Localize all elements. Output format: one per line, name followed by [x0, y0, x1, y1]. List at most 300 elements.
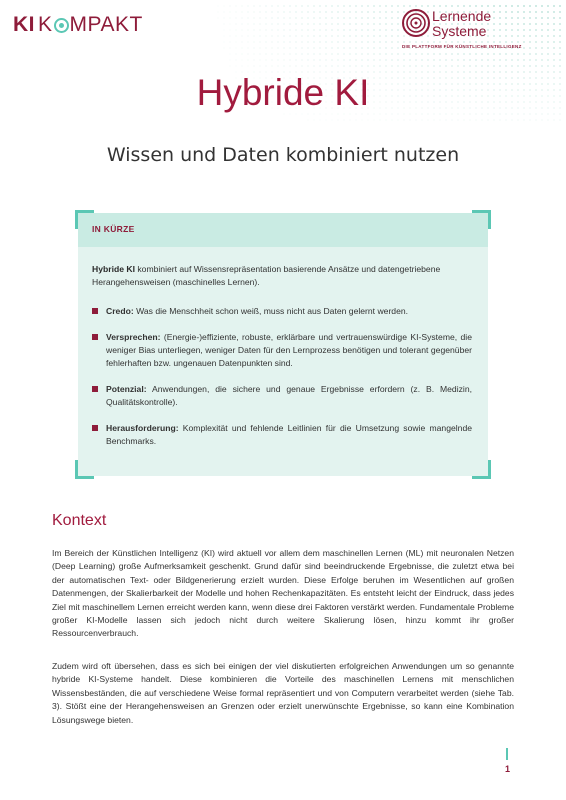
pattern-dot [229, 41, 231, 43]
pattern-dot [325, 53, 327, 55]
pattern-dot [217, 5, 219, 7]
pattern-dot [379, 53, 381, 55]
pattern-dot [301, 59, 303, 61]
pattern-dot [523, 59, 525, 61]
pattern-dot [313, 59, 315, 61]
pattern-dot [235, 5, 237, 7]
pattern-dot [529, 119, 531, 121]
pattern-dot [559, 65, 561, 67]
pattern-dot [301, 11, 303, 13]
pattern-dot [301, 5, 303, 7]
pattern-dot [415, 119, 417, 121]
pattern-dot [313, 23, 315, 25]
pattern-dot [283, 11, 285, 13]
pattern-dot [337, 17, 339, 19]
pattern-dot [385, 35, 387, 37]
pattern-dot [301, 47, 303, 49]
pattern-dot [313, 29, 315, 31]
pattern-dot [265, 41, 267, 43]
pattern-dot [391, 53, 393, 55]
pattern-dot [517, 65, 519, 67]
pattern-dot [361, 53, 363, 55]
pattern-dot [337, 23, 339, 25]
pattern-dot [325, 41, 327, 43]
pattern-dot [265, 5, 267, 7]
pattern-dot [229, 47, 231, 49]
pattern-dot [559, 119, 561, 121]
logo-line2: Systeme [432, 23, 487, 39]
context-paragraph-2: Zudem wird oft übersehen, dass es sich bei einigen der viel diskutierten erfolgreichen Anwendungen um so genannte hybride KI-Systeme handelt. Diese kombinieren die Vorteile des maschinellen Lernens mit menschlichen Wissensbeständen, die auf verschiedene Weise formal repräsentiert und von Computern verarbeitet werden (siehe Tab. 3). Stößt eine der Herangehensweisen an Grenzen oder erzielt unerwünschte Ergebnisse, so kann eine Kombination Lösungswege bieten. [52, 661, 514, 725]
pattern-dot [529, 65, 531, 67]
pattern-dot [301, 65, 303, 67]
pattern-dot [349, 29, 351, 31]
pattern-dot [235, 23, 237, 25]
bullet-square-icon [92, 308, 98, 314]
pattern-dot [319, 47, 321, 49]
pattern-dot [427, 59, 429, 61]
pattern-dot [289, 29, 291, 31]
pattern-dot [373, 23, 375, 25]
bullet-square-icon [92, 386, 98, 392]
pattern-dot [289, 53, 291, 55]
pattern-dot [397, 41, 399, 43]
context-paragraph-1: Im Bereich der Künstlichen Intelligenz (KI) wird aktuell vor allem dem maschinellen Lernen (ML) mit neuronalen Netzen (Deep Learning) große Aufmerksamkeit geschenkt. Grund dafür sind beeindruckende Ergebnisse, die zuletzt etwa bei der automatischen Text- oder Bildgenerierung erzielt wurden. Diese Erfolge beruhen im Wesentlichen auf großen Datenmengen, der Skalierbarkeit der Modelle und hohen Rechenkapazitäten. Es entsteht leicht der Eindruck, dass jedes Ziel mit maschinellem Lernen erreicht werden kann, wenn diese drei Faktoren verstärkt werden. Fundamentale Probleme großer KI-Modelle lassen sich jedoch nicht durch weitere Skalierung lösen, hinzu kommt ihr großer Ressourcenverbrauch. [52, 548, 514, 639]
pattern-dot [355, 119, 357, 121]
pattern-dot [487, 65, 489, 67]
pattern-dot [553, 23, 555, 25]
pattern-dot [343, 53, 345, 55]
pattern-dot [277, 47, 279, 49]
pattern-dot [235, 47, 237, 49]
pattern-dot [271, 53, 273, 55]
pattern-dot [241, 41, 243, 43]
pattern-dot [403, 59, 405, 61]
target-icon [54, 18, 69, 33]
pattern-dot [451, 119, 453, 121]
pattern-dot [523, 65, 525, 67]
summary-label-bar [78, 213, 488, 247]
pattern-dot [325, 23, 327, 25]
pattern-dot [295, 29, 297, 31]
pattern-dot [361, 59, 363, 61]
pattern-dot [241, 29, 243, 31]
bullet-label: Versprechen: [106, 332, 161, 342]
pattern-dot [547, 65, 549, 67]
pattern-dot [493, 119, 495, 121]
pattern-dot [277, 23, 279, 25]
pattern-dot [481, 65, 483, 67]
corner-mark [75, 460, 94, 479]
pattern-dot [337, 119, 339, 121]
bullet-label: Credo: [106, 306, 134, 316]
pattern-dot [295, 11, 297, 13]
pattern-dot [559, 53, 561, 55]
pattern-dot [247, 29, 249, 31]
pattern-dot [379, 41, 381, 43]
intro-bold: Hybride KI [92, 264, 135, 274]
pattern-dot [553, 11, 555, 13]
pattern-dot [349, 35, 351, 37]
pattern-dot [559, 5, 561, 7]
pattern-dot [457, 119, 459, 121]
pattern-dot [253, 29, 255, 31]
pattern-dot [223, 47, 225, 49]
logo-line1: Lernende [432, 8, 492, 24]
pattern-dot [385, 47, 387, 49]
pattern-dot [505, 65, 507, 67]
pattern-dot [355, 23, 357, 25]
pattern-dot [295, 59, 297, 61]
pattern-dot [403, 119, 405, 121]
pattern-dot [409, 59, 411, 61]
pattern-dot [355, 53, 357, 55]
pattern-dot [253, 35, 255, 37]
pattern-dot [307, 53, 309, 55]
pattern-dot [235, 35, 237, 37]
pattern-dot [343, 5, 345, 7]
pattern-dot [499, 119, 501, 121]
pattern-dot [241, 11, 243, 13]
pattern-dot [367, 5, 369, 7]
pattern-dot [349, 5, 351, 7]
pattern-dot [283, 53, 285, 55]
bullet-square-icon [92, 334, 98, 340]
pattern-dot [349, 47, 351, 49]
pattern-dot [307, 11, 309, 13]
pattern-dot [265, 53, 267, 55]
pattern-dot [241, 17, 243, 19]
pattern-dot [391, 11, 393, 13]
pattern-dot [319, 53, 321, 55]
pattern-dot [337, 5, 339, 7]
pattern-dot [223, 17, 225, 19]
pattern-dot [277, 53, 279, 55]
pattern-dot [421, 65, 423, 67]
pattern-dot [313, 53, 315, 55]
pattern-dot [235, 29, 237, 31]
pattern-dot [379, 23, 381, 25]
pattern-dot [469, 65, 471, 67]
bullet-square-icon [92, 425, 98, 431]
pattern-dot [271, 41, 273, 43]
pattern-dot [349, 11, 351, 13]
pattern-dot [229, 35, 231, 37]
pattern-dot [223, 29, 225, 31]
pattern-dot [247, 5, 249, 7]
pattern-dot [367, 41, 369, 43]
pattern-dot [235, 65, 237, 67]
pattern-dot [397, 29, 399, 31]
pattern-dot [553, 35, 555, 37]
brand-logo [13, 13, 143, 37]
pattern-dot [259, 41, 261, 43]
pattern-dot [457, 59, 459, 61]
pattern-dot [343, 119, 345, 121]
pattern-dot [397, 35, 399, 37]
pattern-dot [253, 65, 255, 67]
logo-tagline: DIE PLATTFORM FÜR KÜNSTLICHE INTELLIGENZ [402, 44, 522, 49]
pattern-dot [463, 59, 465, 61]
pattern-dot [307, 29, 309, 31]
pattern-dot [313, 47, 315, 49]
pattern-dot [553, 29, 555, 31]
pattern-dot [397, 17, 399, 19]
pattern-dot [433, 65, 435, 67]
pattern-dot [481, 59, 483, 61]
pattern-dot [361, 23, 363, 25]
pattern-dot [331, 65, 333, 67]
pattern-dot [259, 23, 261, 25]
pattern-dot [355, 59, 357, 61]
page-number-tick [506, 748, 508, 760]
pattern-dot [301, 53, 303, 55]
pattern-dot [379, 11, 381, 13]
bullet-credo [92, 305, 472, 318]
pattern-dot [391, 17, 393, 19]
pattern-dot [529, 59, 531, 61]
pattern-dot [367, 47, 369, 49]
pattern-dot [331, 5, 333, 7]
pattern-dot [373, 65, 375, 67]
pattern-dot [259, 17, 261, 19]
pattern-dot [559, 23, 561, 25]
pattern-dot [271, 47, 273, 49]
pattern-dot [535, 59, 537, 61]
pattern-dot [349, 17, 351, 19]
pattern-dot [355, 29, 357, 31]
pattern-dot [319, 65, 321, 67]
pattern-dot [373, 35, 375, 37]
pattern-dot [271, 59, 273, 61]
pattern-dot [241, 59, 243, 61]
bullet-label: Potenzial: [106, 384, 147, 394]
bullet-versprechen [92, 331, 472, 370]
pattern-dot [385, 11, 387, 13]
pattern-dot [469, 119, 471, 121]
pattern-dot [241, 65, 243, 67]
pattern-dot [241, 47, 243, 49]
pattern-dot [553, 53, 555, 55]
pattern-dot [373, 119, 375, 121]
pattern-dot [391, 47, 393, 49]
pattern-dot [325, 29, 327, 31]
pattern-dot [259, 53, 261, 55]
pattern-dot [319, 35, 321, 37]
pattern-dot [499, 65, 501, 67]
pattern-dot [403, 65, 405, 67]
pattern-dot [259, 47, 261, 49]
pattern-dot [229, 29, 231, 31]
summary-label: IN KÜRZE [92, 224, 135, 234]
pattern-dot [229, 53, 231, 55]
pattern-dot [511, 119, 513, 121]
pattern-dot [235, 41, 237, 43]
pattern-dot [295, 17, 297, 19]
pattern-dot [505, 119, 507, 121]
page-title: Hybride KI [196, 72, 370, 113]
pattern-dot [343, 41, 345, 43]
pattern-dot [373, 11, 375, 13]
pattern-dot [235, 59, 237, 61]
pattern-dot [397, 53, 399, 55]
pattern-dot [343, 35, 345, 37]
pattern-dot [247, 23, 249, 25]
pattern-dot [331, 29, 333, 31]
pattern-dot [469, 59, 471, 61]
pattern-dot [223, 23, 225, 25]
pattern-dot [379, 59, 381, 61]
pattern-dot [295, 23, 297, 25]
pattern-dot [319, 17, 321, 19]
pattern-dot [355, 5, 357, 7]
pattern-dot [283, 65, 285, 67]
pattern-dot [253, 41, 255, 43]
pattern-dot [553, 17, 555, 19]
pattern-dot [229, 65, 231, 67]
pattern-dot [223, 41, 225, 43]
brand-k: K [38, 13, 53, 36]
pattern-dot [289, 35, 291, 37]
pattern-dot [301, 29, 303, 31]
pattern-dot [325, 35, 327, 37]
pattern-dot [559, 17, 561, 19]
pattern-dot [367, 29, 369, 31]
pattern-dot [229, 23, 231, 25]
bullet-label: Herausforderung: [106, 423, 179, 433]
pattern-dot [355, 47, 357, 49]
pattern-dot [235, 53, 237, 55]
pattern-dot [367, 119, 369, 121]
pattern-dot [343, 11, 345, 13]
pattern-dot [373, 53, 375, 55]
pattern-dot [313, 119, 315, 121]
pattern-dot [295, 65, 297, 67]
bullet-text: Komplexität und fehlende Leitlinien für die Umsetzung sowie mangelnde Benchmarks. [106, 423, 472, 446]
pattern-dot [325, 47, 327, 49]
pattern-dot [325, 119, 327, 121]
pattern-dot [553, 5, 555, 7]
pattern-dot [385, 65, 387, 67]
pattern-dot [277, 17, 279, 19]
pattern-dot [379, 47, 381, 49]
pattern-dot [373, 29, 375, 31]
pattern-dot [247, 65, 249, 67]
pattern-dot [253, 5, 255, 7]
pattern-dot [295, 41, 297, 43]
pattern-dot [421, 59, 423, 61]
pattern-dot [307, 23, 309, 25]
pattern-dot [361, 11, 363, 13]
pattern-dot [391, 29, 393, 31]
pattern-dot [259, 11, 261, 13]
pattern-dot [397, 65, 399, 67]
bullet-text: Was die Menschheit schon weiß, muss nicht aus Daten gelernt werden. [133, 306, 409, 316]
pattern-dot [247, 59, 249, 61]
pattern-dot [319, 23, 321, 25]
summary-bullets [92, 305, 472, 448]
pattern-dot [361, 35, 363, 37]
pattern-dot [295, 47, 297, 49]
pattern-dot [421, 119, 423, 121]
pattern-dot [541, 119, 543, 121]
pattern-dot [259, 59, 261, 61]
pattern-dot [385, 119, 387, 121]
pattern-dot [271, 65, 273, 67]
pattern-dot [559, 47, 561, 49]
pattern-dot [391, 41, 393, 43]
pattern-dot [265, 29, 267, 31]
pattern-dot [331, 17, 333, 19]
pattern-dot [319, 11, 321, 13]
pattern-dot [331, 11, 333, 13]
pattern-dot [313, 35, 315, 37]
pattern-dot [247, 11, 249, 13]
pattern-dot [283, 17, 285, 19]
pattern-dot [349, 23, 351, 25]
pattern-dot [553, 47, 555, 49]
pattern-dot [307, 41, 309, 43]
pattern-dot [499, 59, 501, 61]
pattern-dot [415, 59, 417, 61]
pattern-dot [235, 11, 237, 13]
pattern-dot [457, 65, 459, 67]
pattern-dot [277, 5, 279, 7]
pattern-dot [355, 65, 357, 67]
pattern-dot [373, 17, 375, 19]
pattern-dot [283, 41, 285, 43]
pattern-dot [343, 65, 345, 67]
pattern-dot [307, 35, 309, 37]
pattern-dot [325, 5, 327, 7]
pattern-dot [373, 47, 375, 49]
pattern-dot [337, 29, 339, 31]
pattern-dot [283, 59, 285, 61]
pattern-dot [265, 47, 267, 49]
pattern-dot [535, 119, 537, 121]
intro-text: kombiniert auf Wissensrepräsentation basierende Ansätze und datengetriebene Herangehensweisen (maschinelles Lernen). [92, 264, 441, 287]
pattern-dot [391, 59, 393, 61]
pattern-dot [277, 59, 279, 61]
pattern-dot [217, 11, 219, 13]
pattern-dot [361, 47, 363, 49]
pattern-dot [307, 5, 309, 7]
pattern-dot [241, 53, 243, 55]
pattern-dot [391, 5, 393, 7]
pattern-dot [283, 23, 285, 25]
pattern-dot [289, 41, 291, 43]
pattern-dot [337, 65, 339, 67]
corner-mark [472, 460, 491, 479]
pattern-dot [415, 65, 417, 67]
pattern-dot [349, 119, 351, 121]
pattern-dot [511, 65, 513, 67]
pattern-dot [301, 23, 303, 25]
pattern-dot [325, 11, 327, 13]
pattern-dot [307, 47, 309, 49]
pattern-dot [547, 59, 549, 61]
pattern-dot [553, 119, 555, 121]
pattern-dot [517, 119, 519, 121]
pattern-dot [277, 35, 279, 37]
pattern-dot [553, 41, 555, 43]
pattern-dot [319, 29, 321, 31]
pattern-dot [337, 11, 339, 13]
pattern-dot [319, 41, 321, 43]
pattern-dot [559, 41, 561, 43]
pattern-dot [493, 59, 495, 61]
pattern-dot [505, 59, 507, 61]
pattern-dot [265, 35, 267, 37]
